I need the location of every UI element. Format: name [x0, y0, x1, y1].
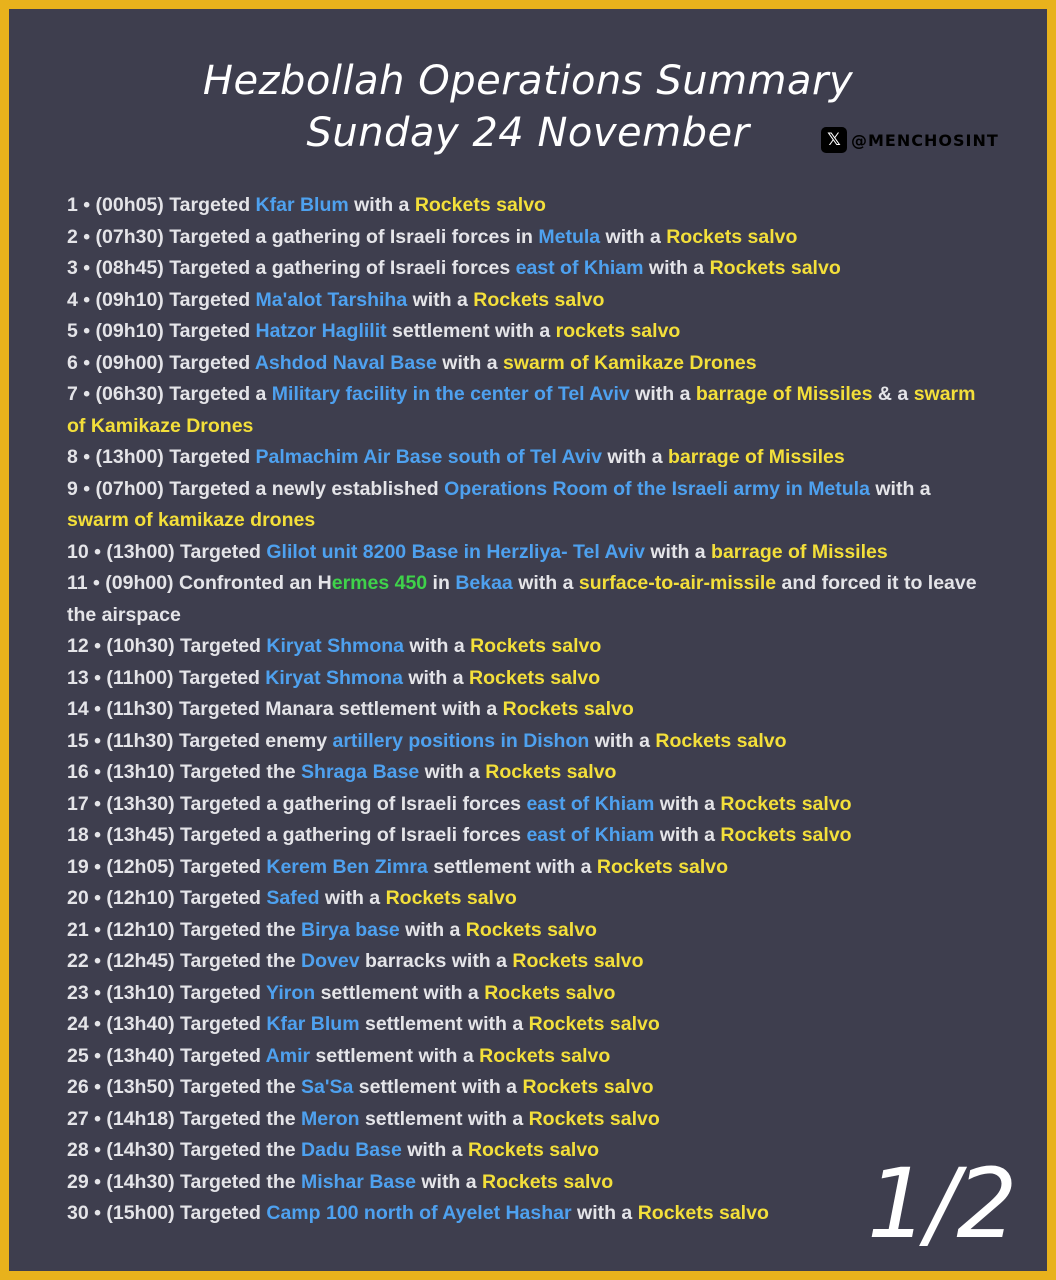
operation-text: 9 • (07h00) Targeted a newly established [67, 477, 445, 500]
operation-location: Sa'Sa [301, 1076, 354, 1098]
operation-text: 28 • (14h30) Targeted the [67, 1139, 302, 1161]
operation-item [67, 316, 987, 348]
operation-item [67, 1009, 987, 1041]
operation-weapon: Rockets salvo [502, 698, 634, 720]
operation-text: with a [643, 257, 710, 279]
operation-text: 20 • (12h10) Targeted [67, 887, 267, 909]
operation-weapon: Rockets salvo [655, 729, 787, 752]
operation-item [67, 726, 987, 758]
operation-weapon: Rockets salvo [414, 194, 546, 216]
operation-text: 15 • (11h30) Targeted enemy [67, 729, 333, 752]
operation-weapon: Rockets salvo [528, 1013, 660, 1035]
operation-text: with a [399, 918, 466, 941]
operation-text: 1 • (00h05) Targeted [67, 194, 256, 216]
operation-weapon: Rockets salvo [512, 950, 644, 972]
operation-text: 14 • (11h30) Targeted Manara settlement with a [67, 698, 503, 720]
operation-weapon: surface-to-air-missile [578, 572, 777, 594]
operation-text: 17 • (13h30) Targeted a gathering of Israeli forces [67, 792, 527, 815]
operation-text: 3 • (08h45) Targeted a gathering of Israeli forces [67, 257, 516, 279]
operation-item [67, 852, 987, 884]
operation-location: Kerem Ben Zimra [266, 855, 428, 878]
operation-text: 24 • (13h40) Targeted [67, 1013, 267, 1035]
operation-location: Kfar Blum [266, 1013, 360, 1035]
operation-text: 29 • (14h30) Targeted the [67, 1170, 302, 1193]
operation-weapon: rockets salvo [555, 320, 681, 342]
operation-location: Metula [538, 225, 601, 248]
operation-text: settlement with a [359, 1013, 529, 1035]
operation-weapon: Rockets salvo [473, 288, 605, 311]
operation-weapon: barrage of Missiles [695, 383, 873, 405]
operation-location: Ashdod Naval Base [254, 351, 437, 374]
operation-text: with a [419, 761, 486, 783]
operation-text: 23 • (13h10) Targeted [67, 981, 267, 1004]
operation-text: 2 • (07h30) Targeted a gathering of Israeli forces in [67, 225, 539, 248]
operation-location: Camp 100 north of Ayelet Hashar [266, 1202, 572, 1224]
operations-list [67, 190, 987, 1230]
operation-location: Bekaa [455, 572, 513, 594]
operation-weapon: Rockets salvo [479, 1044, 611, 1067]
operation-location: Birya base [301, 918, 400, 941]
operation-weapon: Rockets salvo [720, 824, 852, 846]
operation-weapon: Rockets salvo [467, 1139, 600, 1161]
operation-location: Yiron [266, 981, 316, 1004]
operation-item [67, 1167, 987, 1199]
operation-item [67, 1198, 987, 1230]
operation-location: Hatzor Haglilit [255, 320, 387, 342]
operation-aircraft: ermes 450 [331, 572, 428, 594]
operation-text: 21 • (12h10) Targeted the [67, 918, 302, 941]
operation-weapon: Rockets salvo [469, 666, 601, 689]
operation-text: with a [436, 351, 503, 374]
operation-location: Shraga Base [301, 761, 420, 783]
operation-item [67, 348, 987, 380]
operation-weapon: Rockets salvo [528, 1107, 660, 1130]
operation-item [67, 883, 987, 915]
operation-weapon: Rockets salvo [484, 981, 616, 1004]
operation-location: Military facility in the center of Tel Aviv [271, 383, 630, 405]
operation-text: settlement with a [310, 1044, 480, 1067]
operation-text: settlement with a [315, 981, 485, 1004]
operation-item [67, 1072, 987, 1104]
operation-item [67, 915, 987, 947]
operation-text: with a [869, 477, 931, 500]
operation-text: 16 • (13h10) Targeted the [67, 761, 302, 783]
operation-location: Kiryat Shmona [266, 635, 404, 657]
operation-text: settlement with a [359, 1107, 529, 1130]
operation-item [67, 1104, 987, 1136]
operation-location: east of Khiam [526, 792, 655, 815]
operation-text: 18 • (13h45) Targeted a gathering of Israeli forces [67, 824, 527, 846]
operation-text: with a [601, 446, 669, 468]
operation-item [67, 379, 987, 442]
operation-item [67, 789, 987, 821]
operation-text: and forced it to leave the airspace [67, 572, 977, 626]
operation-text: in [427, 572, 456, 594]
operation-text: settlement with a [353, 1076, 523, 1098]
operation-item [67, 253, 987, 285]
operation-location: east of Khiam [526, 824, 655, 846]
title-line-2: Sunday 24 November [306, 110, 750, 156]
operation-weapon: Rockets salvo [485, 761, 617, 783]
operation-text: 11 • (09h00) Confronted an H [67, 572, 332, 594]
operation-location: Amir [265, 1044, 311, 1067]
operation-weapon: Rockets salvo [470, 635, 602, 657]
title-line-1: Hezbollah Operations Summary [202, 58, 854, 104]
operation-text: with a [402, 666, 470, 689]
operation-item [67, 285, 987, 317]
operation-weapon: Rockets salvo [709, 257, 841, 279]
operation-weapon: Rockets salvo [465, 918, 597, 941]
operation-weapon: Rockets salvo [482, 1170, 614, 1193]
operation-weapon: Rockets salvo [385, 887, 517, 909]
operation-location: artillery positions in Dishon [332, 729, 590, 752]
operation-item [67, 694, 987, 726]
operation-weapon: swarm of Kamikaze Drones [67, 383, 976, 437]
operation-item [67, 474, 987, 537]
operation-text: with a [589, 729, 656, 752]
operation-text: 6 • (09h00) Targeted [67, 351, 255, 374]
x-logo-icon: 𝕏 [821, 127, 847, 153]
operation-location: Glilot unit 8200 Base in Herzliya- Tel Aviv [266, 540, 645, 563]
operation-text: 19 • (12h05) Targeted [67, 855, 267, 878]
operation-weapon: Rockets salvo [596, 855, 729, 878]
operation-weapon: barrage of Missiles [711, 540, 888, 563]
operation-text: 13 • (11h00) Targeted [67, 666, 266, 689]
operation-location: Kiryat Shmona [265, 666, 403, 689]
operation-text: 26 • (13h50) Targeted the [67, 1076, 302, 1098]
operation-text: settlement with a [386, 320, 556, 342]
operation-location: Dovev [301, 950, 360, 972]
operation-text: with a [319, 887, 386, 909]
operation-item [67, 442, 987, 474]
operation-location: Operations Room of the Israeli army in Metula [444, 477, 870, 500]
summary-card [9, 9, 1047, 1271]
operation-text: barracks with a [359, 950, 513, 972]
operation-weapon: Rockets salvo [666, 225, 798, 248]
operation-text: with a [629, 383, 696, 405]
operation-item [67, 820, 987, 852]
operation-text: 30 • (15h00) Targeted [67, 1202, 267, 1224]
operation-weapon: Rockets salvo [637, 1202, 769, 1224]
operation-item [67, 568, 987, 631]
operation-text: 10 • (13h00) Targeted [67, 540, 267, 563]
operation-text: 4 • (09h10) Targeted [67, 288, 256, 311]
operation-text: with a [571, 1202, 638, 1224]
operation-weapon: barrage of Missiles [668, 446, 845, 468]
operation-item [67, 537, 987, 569]
operation-text: 5 • (09h10) Targeted [67, 320, 256, 342]
operation-text: with a [348, 194, 415, 216]
operation-text: with a [644, 540, 712, 563]
operation-weapon: swarm of kamikaze drones [67, 509, 316, 531]
operation-text: 22 • (12h45) Targeted the [67, 950, 302, 972]
operation-weapon: Rockets salvo [720, 792, 852, 815]
operation-text: 12 • (10h30) Targeted [67, 635, 267, 657]
operation-location: Palmachim Air Base south of Tel Aviv [255, 446, 602, 468]
operation-item [67, 222, 987, 254]
operation-location: Meron [301, 1107, 360, 1130]
operation-text: with a [404, 635, 471, 657]
operation-location: Ma'alot Tarshiha [255, 288, 408, 311]
operation-text: 27 • (14h18) Targeted the [67, 1107, 302, 1130]
operation-item [67, 757, 987, 789]
handle-text: @MENCHOSINT [851, 130, 999, 150]
operation-item [67, 631, 987, 663]
author-handle [821, 126, 999, 154]
operation-text: with a [407, 288, 474, 311]
operation-text: & a [872, 383, 914, 405]
operation-item [67, 978, 987, 1010]
operation-item [67, 946, 987, 978]
operation-text: with a [401, 1139, 468, 1161]
operation-item [67, 1041, 987, 1073]
operation-text: settlement with a [427, 855, 597, 878]
operation-location: Kfar Blum [255, 194, 349, 216]
operation-location: Dadu Base [301, 1139, 402, 1161]
page-indicator: 1/2 [867, 1148, 1016, 1260]
operation-location: east of Khiam [515, 257, 644, 279]
operation-text: 7 • (06h30) Targeted a [67, 383, 272, 405]
operation-text: 8 • (13h00) Targeted [67, 446, 256, 468]
operation-item [67, 1135, 987, 1167]
operation-item [67, 190, 987, 222]
operation-location: Mishar Base [301, 1170, 416, 1193]
operation-weapon: swarm of Kamikaze Drones [502, 351, 757, 374]
operation-text: 25 • (13h40) Targeted [67, 1044, 266, 1067]
operation-location: Safed [266, 887, 320, 909]
operation-text: with a [654, 792, 721, 815]
operation-text: with a [654, 824, 721, 846]
operation-text: with a [415, 1170, 483, 1193]
operation-text: with a [512, 572, 579, 594]
operation-text: with a [600, 225, 667, 248]
operation-item [67, 663, 987, 695]
operation-weapon: Rockets salvo [522, 1076, 654, 1098]
